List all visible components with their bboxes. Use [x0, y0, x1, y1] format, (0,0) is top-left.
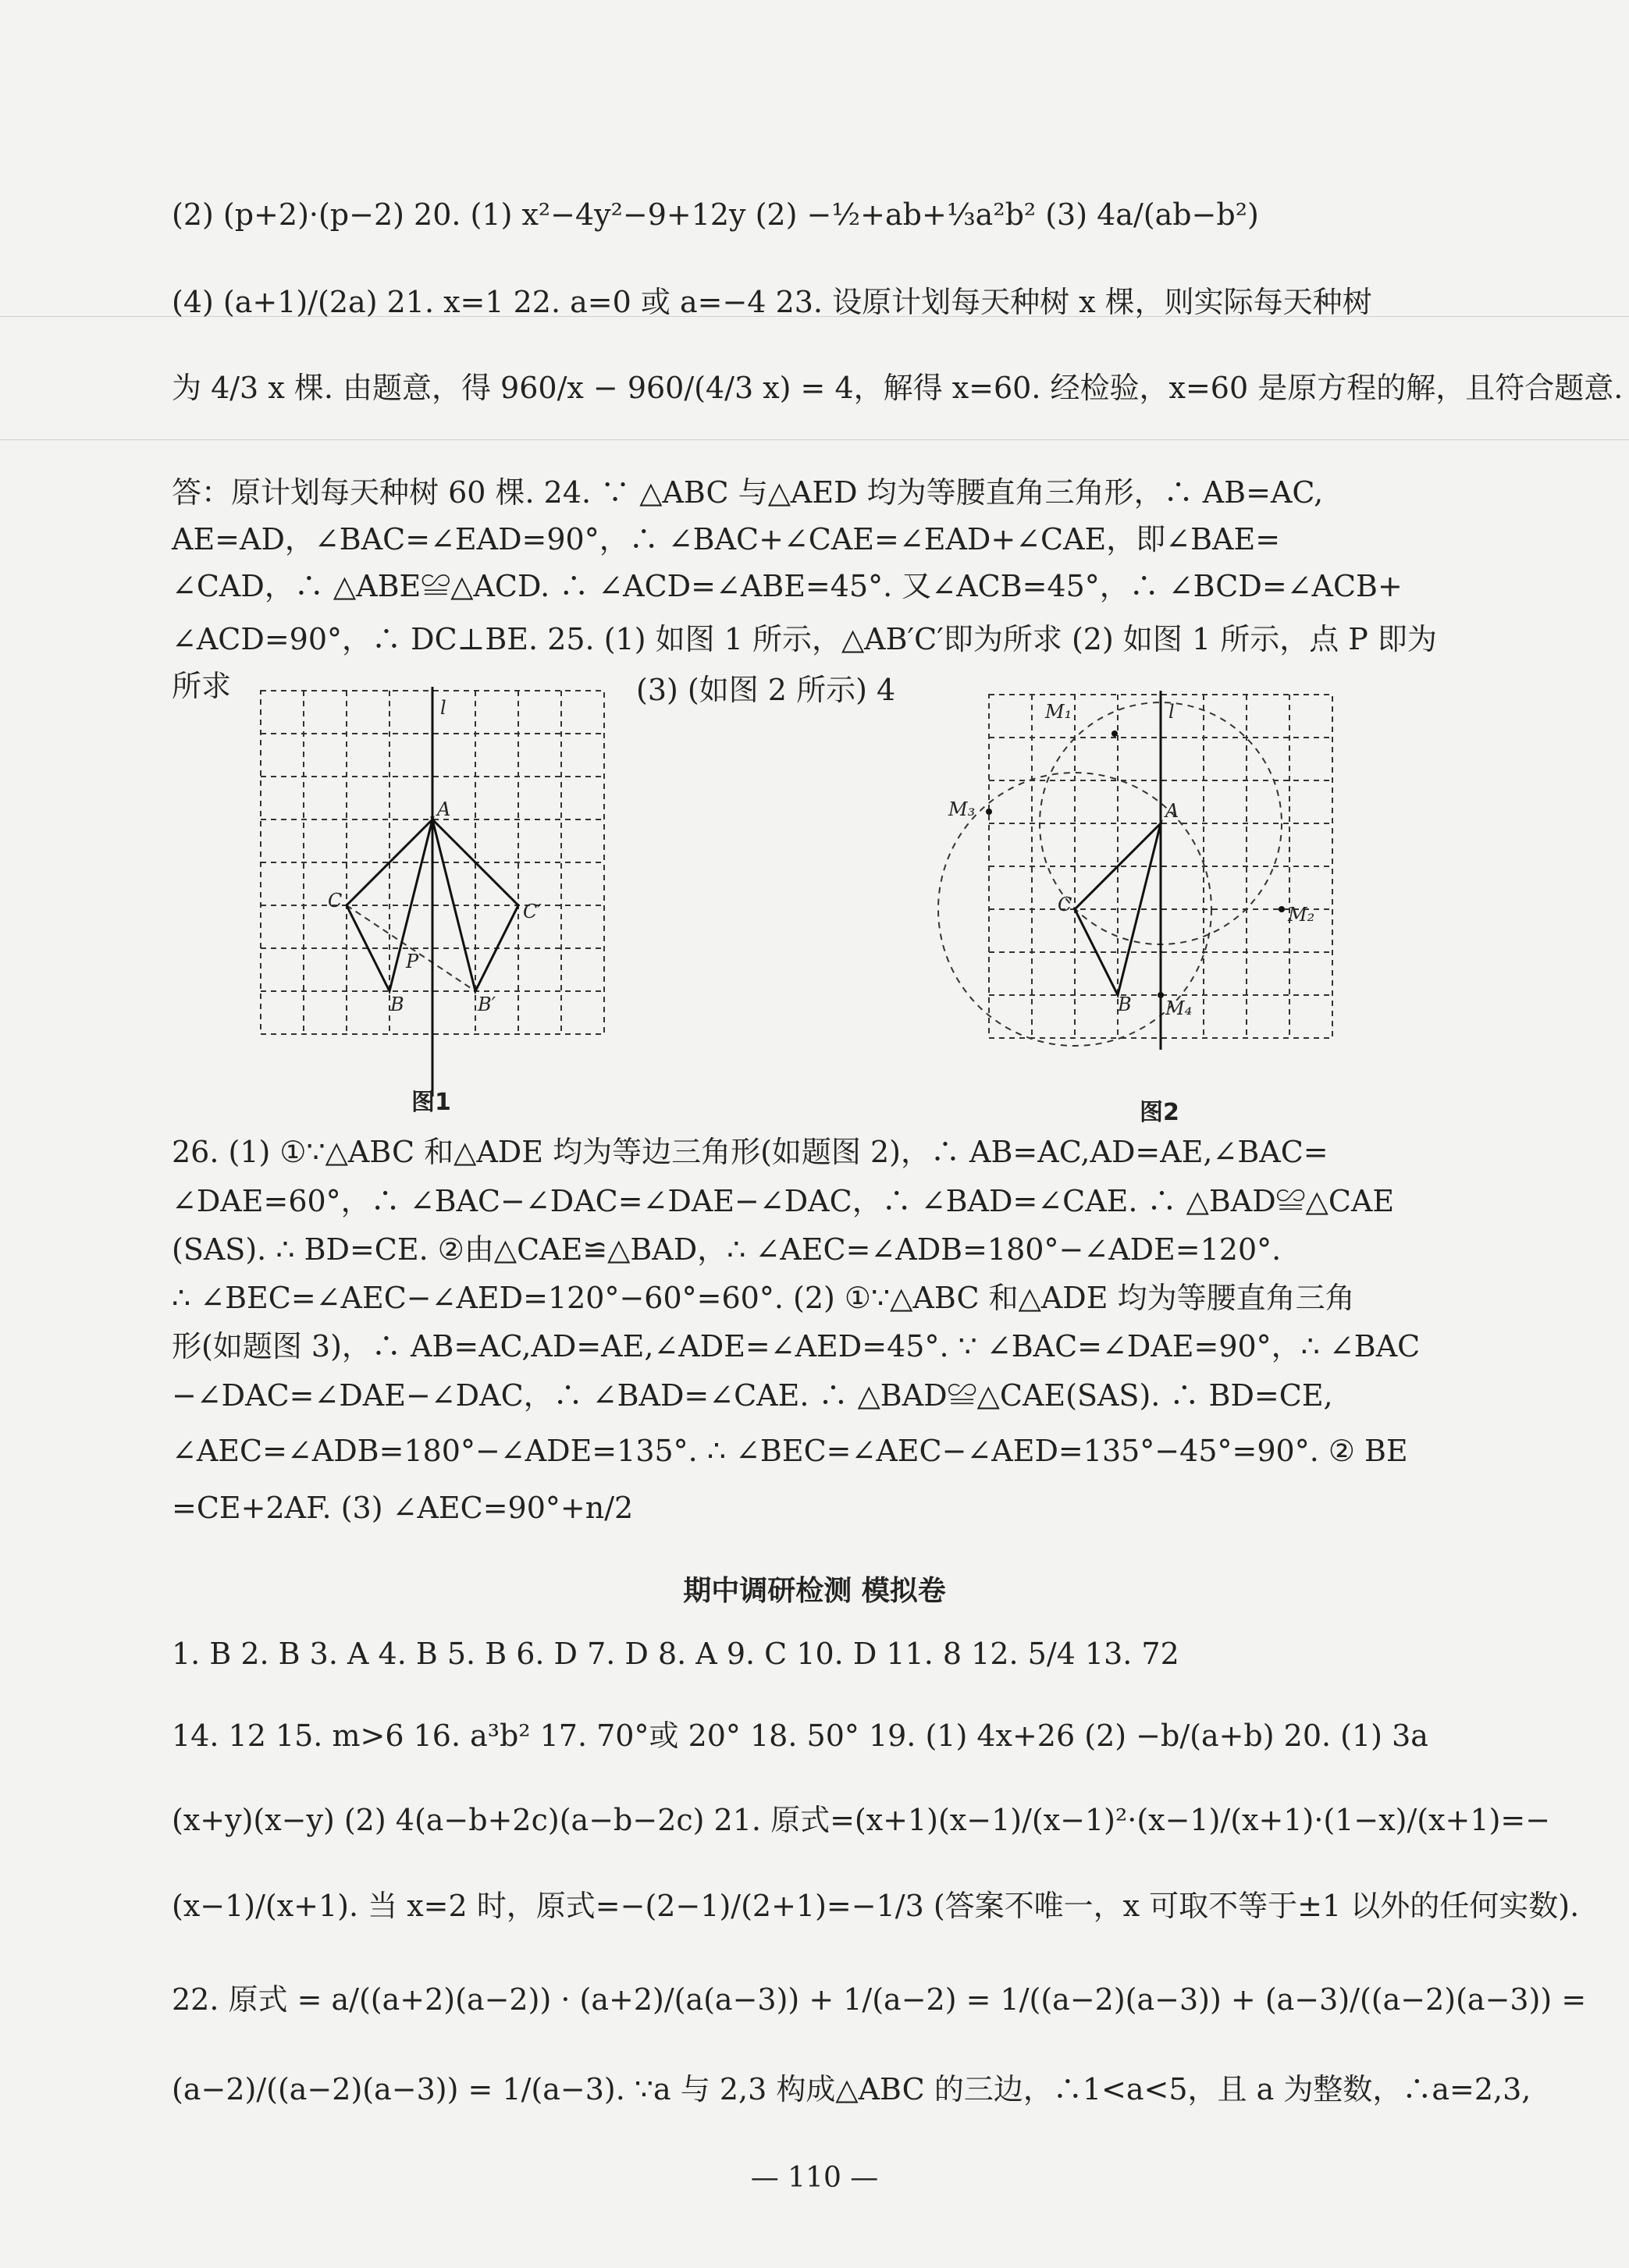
- answer-line: 14. 12 15. m>6 16. a³b² 17. 70°或 20° 18. 50° 19. (1) 4x+26 (2) −b/(a+b) 20. (1) 3a: [172, 1719, 1428, 1753]
- answer-line: 所求: [172, 669, 232, 703]
- figure-2: [937, 683, 1343, 1120]
- answer-line: (4) (a+1)/(2a) 21. x=1 22. a=0 或 a=−4 23. 设原计划每天种树 x 棵，则实际每天种树: [172, 285, 1372, 319]
- svg-text:B: B: [390, 994, 404, 1015]
- answer-line: −∠DAC=∠DAE−∠DAC，∴ ∠BAD=∠CAE. ∴ △BAD≌△CAE(SAS). ∴ BD=CE,: [172, 1378, 1333, 1413]
- answer-line: =CE+2AF. (3) ∠AEC=90°+n/2: [172, 1491, 634, 1525]
- answer-line: (3) (如图 2 所示) 4: [636, 673, 896, 707]
- answer-line: (x+y)(x−y) (2) 4(a−b+2c)(a−b−2c) 21. 原式=(x+1)(x−1)/(x−1)²·(x−1)/(x+1)·(1−x)/(x+1)=−: [172, 1803, 1551, 1837]
- section-title: 期中调研检测 模拟卷: [683, 1575, 946, 1607]
- answer-line: ∠CAD，∴ △ABE≌△ACD. ∴ ∠ACD=∠ABE=45°. 又∠ACB=45°，∴ ∠BCD=∠ACB+: [172, 569, 1403, 603]
- answer-line: ∴ ∠BEC=∠AEC−∠AED=120°−60°=60°. (2) ①∵△ABC 和△ADE 均为等腰直角三角: [172, 1281, 1355, 1315]
- answer-line: ∠DAE=60°，∴ ∠BAC−∠DAC=∠DAE−∠DAC，∴ ∠BAD=∠CAE. ∴ △BAD≌△CAE: [172, 1184, 1395, 1218]
- svg-text:M₂: M₂: [1288, 904, 1315, 926]
- answer-line: ∠AEC=∠ADB=180°−∠ADE=135°. ∴ ∠BEC=∠AEC−∠AED=135°−45°=90°. ② BE: [172, 1434, 1408, 1468]
- answer-line: 26. (1) ①∵△ABC 和△ADE 均为等边三角形(如题图 2)，∴ AB=AC,AD=AE,∠BAC=: [172, 1135, 1328, 1169]
- answer-line: ∠ACD=90°，∴ DC⊥BE. 25. (1) 如图 1 所示，△AB′C′即为所求 (2) 如图 1 所示，点 P 即为: [172, 622, 1437, 656]
- svg-text:M₁: M₁: [1045, 701, 1072, 723]
- answer-line: 形(如题图 3)，∴ AB=AC,AD=AE,∠ADE=∠AED=45°. ∵ ∠BAC=∠DAE=90°，∴ ∠BAC: [172, 1329, 1421, 1363]
- svg-text:C: C: [1058, 894, 1072, 915]
- svg-text:A: A: [437, 798, 451, 820]
- svg-text:B′: B′: [478, 994, 496, 1015]
- scan-rule: [0, 439, 1629, 440]
- svg-text:l: l: [1168, 701, 1175, 723]
- answer-line: (SAS). ∴ BD=CE. ②由△CAE≌△BAD，∴ ∠AEC=∠ADB=180°−∠ADE=120°.: [172, 1232, 1282, 1267]
- svg-text:C′: C′: [523, 901, 542, 922]
- answer-line: (x−1)/(x+1). 当 x=2 时，原式=−(2−1)/(2+1)=−1/3 (答案不唯一，x 可取不等于±1 以外的任何实数).: [172, 1889, 1580, 1923]
- figure-1-caption: 图1: [411, 1089, 451, 1116]
- figure-2-caption: 图2: [1140, 1099, 1179, 1126]
- svg-text:C: C: [328, 890, 343, 912]
- svg-text:M₃: M₃: [948, 798, 976, 820]
- svg-text:l: l: [440, 697, 446, 719]
- answer-line: (a−2)/((a−2)(a−3)) = 1/(a−3). ∵a 与 2,3 构成△ABC 的三边，∴1<a<5，且 a 为整数，∴a=2,3,: [172, 2072, 1531, 2106]
- answer-line: AE=AD，∠BAC=∠EAD=90°，∴ ∠BAC+∠CAE=∠EAD+∠CAE，即∠BAE=: [172, 522, 1281, 556]
- svg-text:A: A: [1165, 800, 1179, 822]
- svg-text:M₄: M₄: [1165, 997, 1193, 1019]
- svg-text:P: P: [406, 951, 419, 972]
- svg-text:B: B: [1118, 994, 1132, 1015]
- figure-1: [250, 679, 617, 1116]
- answer-line: 1. B 2. B 3. A 4. B 5. B 6. D 7. D 8. A 9. C 10. D 11. 8 12. 5/4 13. 72: [172, 1637, 1179, 1671]
- answer-line: 为 4/3 x 棵. 由题意，得 960/x − 960/(4/3 x) = 4，解得 x=60. 经检验，x=60 是原方程的解，且符合题意.: [172, 371, 1624, 405]
- answer-line: 答：原计划每天种树 60 棵. 24. ∵ △ABC 与△AED 均为等腰直角三角形，∴ AB=AC,: [172, 475, 1324, 510]
- answer-line: 22. 原式 = a/((a+2)(a−2)) · (a+2)/(a(a−3)) + 1/(a−2) = 1/((a−2)(a−3)) + (a−3)/((a−2)(a−3)) =: [172, 1982, 1587, 2017]
- answer-line: (2) (p+2)·(p−2) 20. (1) x²−4y²−9+12y (2) −½+ab+⅓a²b² (3) 4a/(ab−b²): [172, 197, 1259, 232]
- page-number: — 110 —: [750, 2162, 879, 2194]
